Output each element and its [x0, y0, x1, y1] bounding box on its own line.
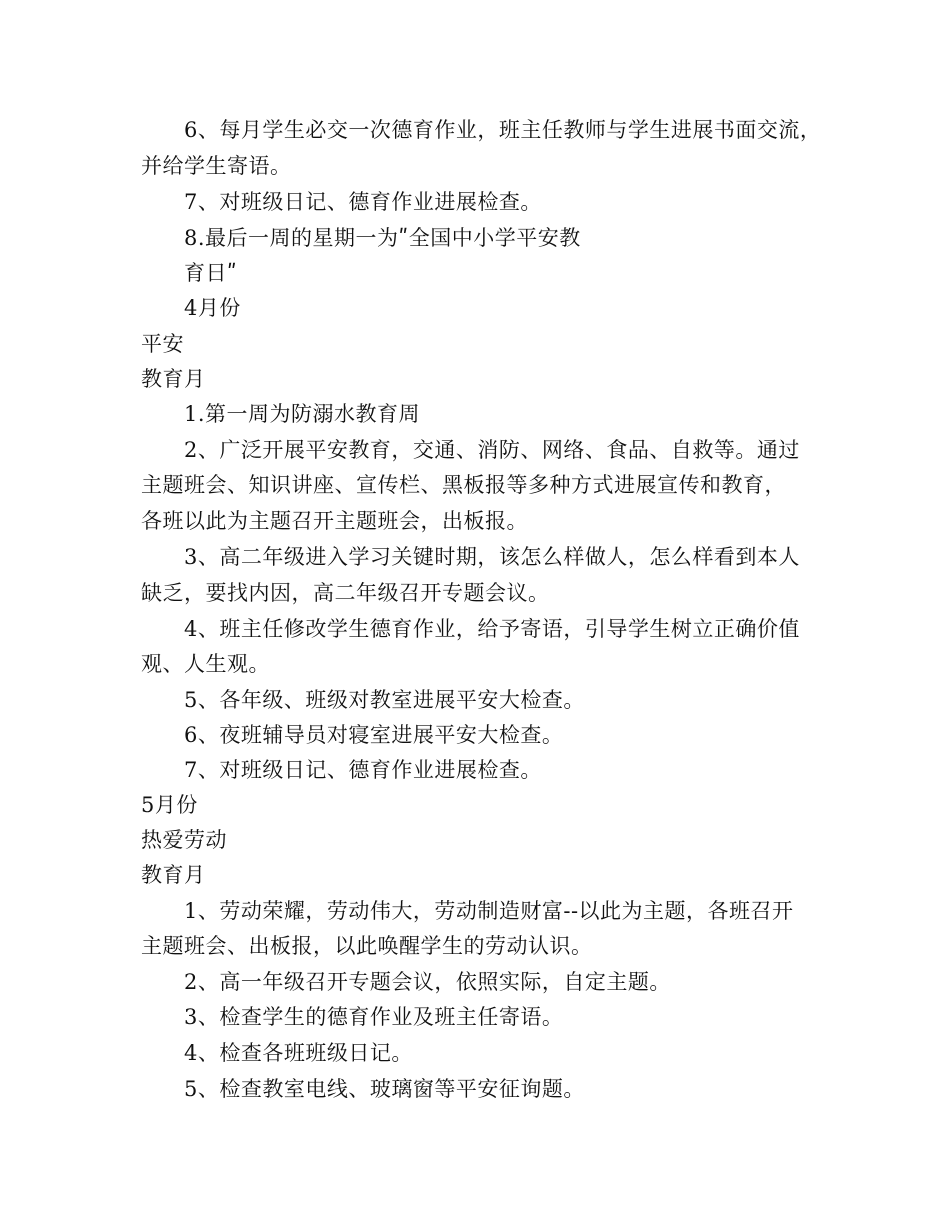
paragraph-line: 1.第一周为防溺水教育周 — [184, 402, 421, 426]
paragraph-line: 4、班主任修改学生德育作业，给予寄语，引导学生树立正确价值 — [184, 617, 800, 641]
paragraph-line: 3、高二年级进入学习关键时期，该怎么样做人，怎么样看到本人 — [184, 545, 800, 569]
paragraph-line: 6、每月学生必交一次德育作业，班主任教师与学生进展书面交流， — [184, 118, 822, 142]
paragraph-line: 5、检查教室电线、玻璃窗等平安征询题。 — [184, 1077, 585, 1101]
section-month-heading: 5月份 — [141, 793, 198, 817]
paragraph-line: 2、广泛开展平安教育，交通、消防、网络、食品、自救等。通过 — [184, 438, 800, 462]
paragraph-line: 7、对班级日记、德育作业进展检查。 — [184, 190, 542, 214]
paragraph-line: 5、各年级、班级对教室进展平安大检查。 — [184, 688, 585, 712]
paragraph-line: 育日ʺ — [184, 261, 238, 285]
paragraph-line: 2、高一年级召开专题会议，依照实际，自定主题。 — [184, 970, 671, 994]
paragraph-line: 主题班会、知识讲座、宣传栏、黑板报等多种方式进展宣传和教育， — [141, 473, 786, 497]
paragraph-line: 缺乏，要找内因，高二年级召开专题会议。 — [141, 581, 550, 605]
section-theme-heading: 热爱劳动 — [141, 828, 227, 852]
paragraph-line: 并给学生寄语。 — [141, 154, 292, 178]
paragraph-line: 7、对班级日记、德育作业进展检查。 — [184, 758, 542, 782]
section-theme-heading: 教育月 — [141, 863, 206, 887]
paragraph-line: 1、劳动荣耀，劳动伟大，劳动制造财富--以此为主题，各班召开 — [184, 899, 794, 923]
paragraph-line: 6、夜班辅导员对寝室进展平安大检查。 — [184, 723, 564, 747]
paragraph-line: 3、检查学生的德育作业及班主任寄语。 — [184, 1005, 564, 1029]
section-theme-heading: 平安 — [141, 332, 184, 356]
section-theme-heading: 教育月 — [141, 367, 206, 391]
section-month-heading: 4月份 — [184, 296, 241, 320]
paragraph-line: 4、检查各班班级日记。 — [184, 1041, 413, 1065]
paragraph-line: 8.最后一周的星期一为ʺ全国中小学平安教 — [184, 226, 581, 250]
paragraph-line: 主题班会、出板报，以此唤醒学生的劳动认识。 — [141, 934, 593, 958]
paragraph-line: 观、人生观。 — [141, 652, 270, 676]
paragraph-line: 各班以此为主题召开主题班会，出板报。 — [141, 509, 528, 533]
